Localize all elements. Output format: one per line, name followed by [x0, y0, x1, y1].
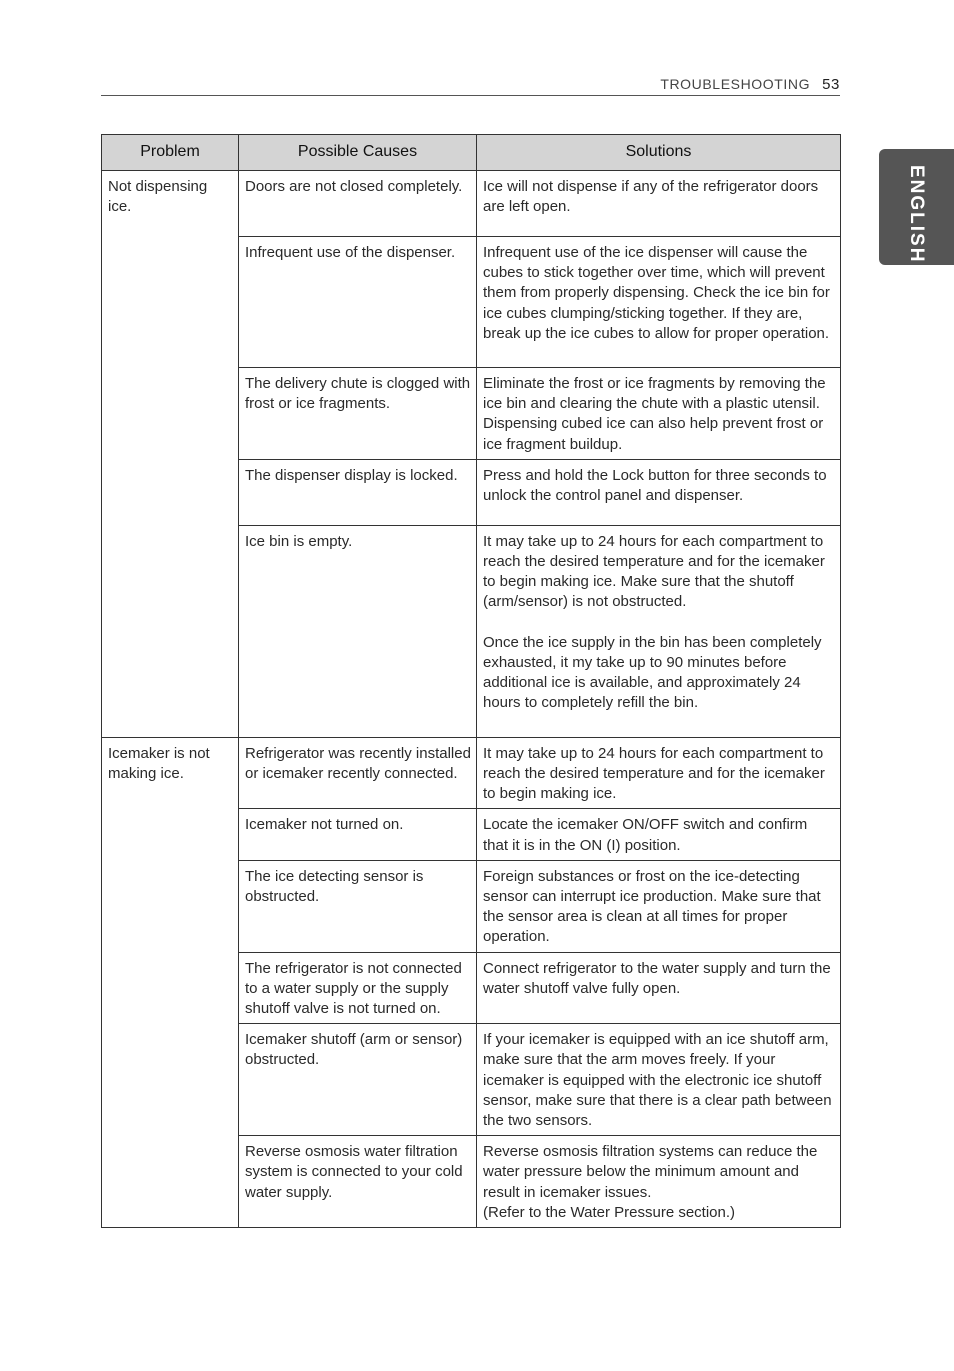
solution-cell: Infrequent use of the ice dispenser will cause the cubes to stick together over time, which will prevent them from properly dispensing. Check the ice bin for ice cubes clumping/sticking together. If they are, break up the ice cubes to allow for proper operation. — [477, 237, 841, 368]
solution-cell: If your icemaker is equipped with an ice shutoff arm, make sure that the arm moves freely. If your icemaker is equipped with the electronic ice shutoff sensor, make sure that there is a clear path between the two sensors. — [477, 1024, 841, 1136]
running-header — [101, 74, 840, 96]
cause-cell: Refrigerator was recently installed or icemaker recently connected. — [239, 737, 477, 809]
cause-cell: Doors are not closed completely. — [239, 171, 477, 237]
solution-cell: Connect refrigerator to the water supply and turn the water shutoff valve fully open. — [477, 952, 841, 1024]
cause-cell: The dispenser display is locked. — [239, 459, 477, 525]
troubleshooting-table — [101, 134, 841, 1228]
language-tab — [879, 149, 954, 265]
table-header-row — [102, 135, 841, 171]
problem-cell: Not dispensing ice. — [102, 171, 239, 738]
section-title: TROUBLESHOOTING — [660, 76, 811, 92]
table-row — [102, 737, 841, 809]
solution-cell: Locate the icemaker ON/OFF switch and confirm that it is in the ON (I) position. — [477, 809, 841, 860]
solution-cell: Ice will not dispense if any of the refrigerator doors are left open. — [477, 171, 841, 237]
language-tab-label: ENGLISH — [906, 165, 927, 264]
page-number: 53 — [822, 76, 840, 93]
column-header-causes: Possible Causes — [239, 135, 477, 171]
solution-cell: Reverse osmosis filtration systems can reduce the water pressure below the minimum amount and result in icemaker issues. (Refer to the Water Pressure section.) — [477, 1136, 841, 1228]
solution-cell: Foreign substances or frost on the ice-detecting sensor can interrupt ice production. Make sure that the sensor area is clean at all times for proper operation. — [477, 860, 841, 952]
column-header-problem: Problem — [102, 135, 239, 171]
solution-cell: Press and hold the Lock button for three seconds to unlock the control panel and dispenser. — [477, 459, 841, 525]
cause-cell: Ice bin is empty. — [239, 525, 477, 737]
table-row — [102, 171, 841, 237]
cause-cell: The delivery chute is clogged with frost or ice fragments. — [239, 368, 477, 460]
solution-cell: It may take up to 24 hours for each compartment to reach the desired temperature and for the icemaker to begin making ice. — [477, 737, 841, 809]
column-header-solutions: Solutions — [477, 135, 841, 171]
cause-cell: Infrequent use of the dispenser. — [239, 237, 477, 368]
problem-cell: Icemaker is not making ice. — [102, 737, 239, 1227]
cause-cell: Icemaker not turned on. — [239, 809, 477, 860]
cause-cell: The refrigerator is not connected to a water supply or the supply shutoff valve is not turned on. — [239, 952, 477, 1024]
cause-cell: The ice detecting sensor is obstructed. — [239, 860, 477, 952]
cause-cell: Reverse osmosis water filtration system is connected to your cold water supply. — [239, 1136, 477, 1228]
cause-cell: Icemaker shutoff (arm or sensor) obstructed. — [239, 1024, 477, 1136]
solution-cell: It may take up to 24 hours for each compartment to reach the desired temperature and for the icemaker to begin making ice. Make sure that the shutoff (arm/sensor) is not obstructed. Once the ice supply in the bin has been completely exhausted, it my take up to 90 minutes before additional ice is available, and approximately 24 hours to completely refill the bin. — [477, 525, 841, 737]
solution-cell: Eliminate the frost or ice fragments by removing the ice bin and clearing the chute with a plastic utensil. Dispensing cubed ice can also help prevent frost or ice fragment buildup. — [477, 368, 841, 460]
